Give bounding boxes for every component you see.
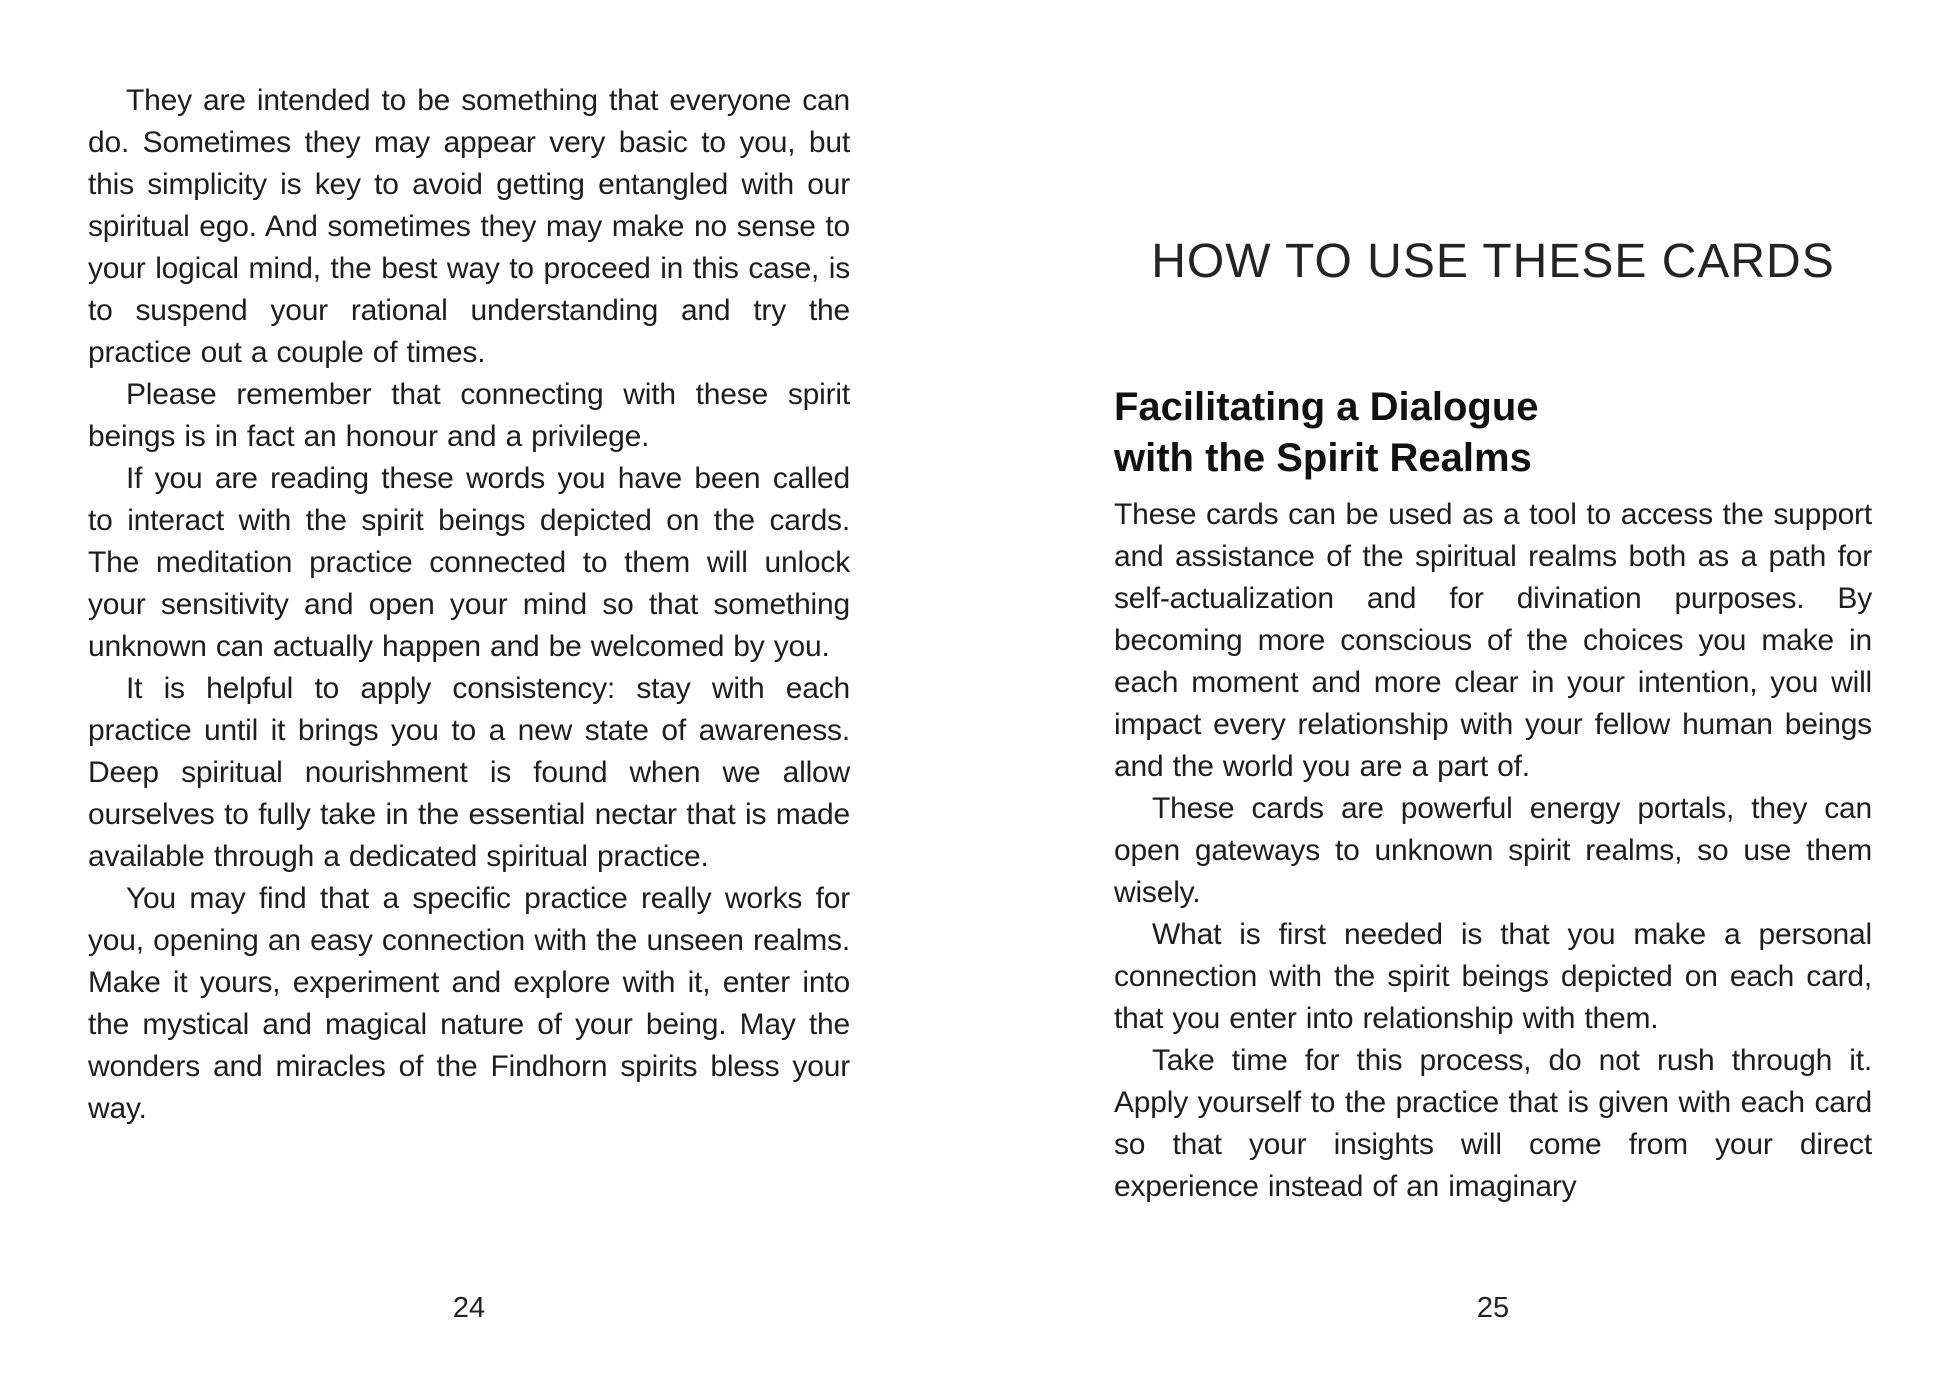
paragraph: Take time for this process, do not rush through it. Apply yourself to the practice that is given with each card so that your insights will come from your direct experience instead of an imaginary bbox=[1114, 1044, 1872, 1203]
section-heading-line: Facilitating a Dialogue bbox=[1114, 385, 1539, 429]
paragraph: Please remember that connecting with these spirit beings is in fact an honour and a privilege. bbox=[88, 378, 850, 453]
left-page bbox=[88, 0, 850, 1400]
left-page-body bbox=[88, 80, 850, 1130]
right-page-body bbox=[1114, 494, 1872, 1208]
section-heading-line: with the Spirit Realms bbox=[1114, 436, 1532, 480]
paragraph: If you are reading these words you have been called to interact with the spirit beings depicted on the cards. The meditation practice connected to them will unlock your sensitivity and open your mind so that something unknown can actually happen and be welcomed by you. bbox=[88, 462, 850, 663]
paragraph: What is first needed is that you make a personal connection with the spirit beings depicted on each card, that you enter into relationship with them. bbox=[1114, 918, 1872, 1035]
paragraph: It is helpful to apply consistency: stay with each practice until it brings you to a new state of awareness. Deep spiritual nourishment is found when we allow ourselves to fully take in the essential nectar that is made available through a dedicated spiritual practice. bbox=[88, 672, 850, 873]
section-heading bbox=[1114, 382, 1872, 484]
paragraph: You may find that a specific practice really works for you, opening an easy connection with the unseen realms. Make it yours, experiment and explore with it, enter into the mystical and magical nature of your being. May the wonders and miracles of the Findhorn spirits bless your way. bbox=[88, 882, 850, 1125]
left-page-number: 24 bbox=[452, 1292, 486, 1324]
paragraph: These cards are powerful energy portals, they can open gateways to unknown spirit realms, so use them wisely. bbox=[1114, 792, 1872, 909]
paragraph: These cards can be used as a tool to access the support and assistance of the spiritual realms both as a path for self-actualization and for divination purposes. By becoming more conscious of the choices you make in each moment and more clear in your intention, you will impact every relationship with your fellow human beings and the world you are a part of. bbox=[1114, 498, 1872, 783]
paragraph: They are intended to be something that everyone can do. Sometimes they may appear very basic to you, but this simplicity is key to avoid getting entangled with our spiritual ego. And sometimes they may make no sense to your logical mind, the best way to proceed in this case, is to suspend your rational understanding and try the practice out a couple of times. bbox=[88, 84, 850, 369]
right-page-number: 25 bbox=[1476, 1292, 1510, 1324]
right-page bbox=[1114, 0, 1872, 1400]
chapter-title: HOW TO USE THESE CARDS bbox=[1151, 235, 1835, 288]
